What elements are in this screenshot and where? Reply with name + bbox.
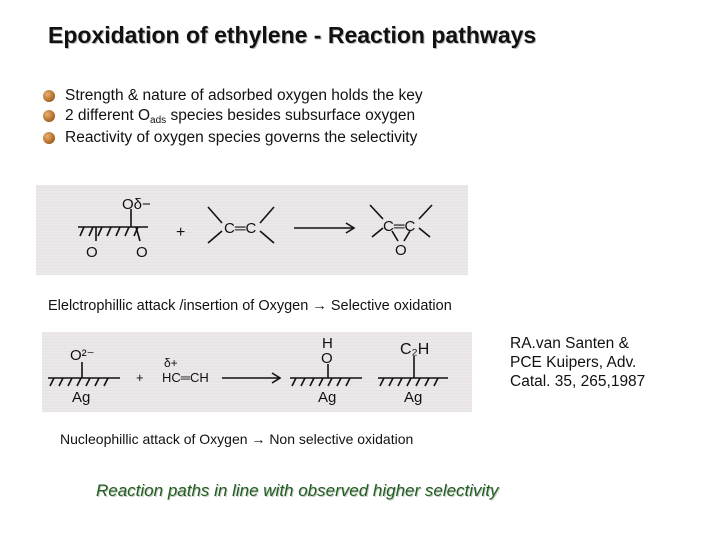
citation-line: RA.van Santen &	[510, 335, 629, 352]
citation	[510, 334, 700, 391]
o-label: O	[321, 350, 333, 367]
nucleophilic-scheme-drawing	[42, 332, 472, 412]
plus-sign: +	[136, 370, 144, 385]
o-delta-minus-label: Oδ−	[122, 196, 151, 213]
o2-minus-label: O²⁻	[70, 347, 95, 364]
bullet-text-end: species besides subsurface oxygen	[166, 107, 416, 124]
citation-line: PCE Kuipers, Adv.	[510, 354, 637, 371]
bullet-icon	[43, 132, 55, 144]
plus-sign: +	[176, 224, 186, 241]
ag-label-1: Ag	[72, 389, 91, 406]
bullet-item	[42, 86, 423, 106]
bullet-icon	[43, 110, 55, 122]
ag-label-2: Ag	[318, 389, 337, 406]
electrophilic-scheme-image	[36, 185, 468, 275]
bullet-text-start: 2 different O	[65, 107, 151, 124]
nucleophilic-scheme-image	[42, 332, 472, 412]
citation-line: Catal. 35, 265,1987	[510, 373, 646, 390]
conclusion-text: Reaction paths in line with observed higher selectivity	[96, 481, 499, 500]
h-label: H	[322, 335, 333, 352]
electrophilic-caption: Elelctrophillic attack /insertion of Oxygen → Selective oxidation	[48, 298, 452, 314]
ag-label-3: Ag	[404, 389, 423, 406]
bullet-text: Reactivity of oxygen species governs the selectivity	[65, 129, 418, 146]
alkyne-label: HC═CH	[162, 370, 209, 385]
bullet-icon	[43, 90, 55, 102]
o-left-label: O	[86, 244, 98, 261]
bullet-item	[42, 106, 423, 128]
bullet-list	[42, 86, 423, 148]
delta-plus-label: δ+	[164, 356, 178, 370]
bullet-text: Strength & nature of adsorbed oxygen holds the key	[65, 87, 423, 104]
c2h-label: C₂H	[400, 341, 430, 358]
bullet-item	[42, 128, 423, 148]
product-alkene-label: C═C	[383, 218, 416, 235]
epoxide-o-label: O	[395, 242, 407, 259]
page-title: Epoxidation of ethylene - Reaction pathways	[48, 22, 537, 48]
nucleophilic-caption: Nucleophillic attack of Oxygen → Non selective oxidation	[60, 431, 414, 447]
o-right-label: O	[136, 244, 148, 261]
ethylene-label: C═C	[224, 220, 257, 237]
electrophilic-scheme-drawing	[36, 185, 468, 275]
bullet-subscript: ads	[150, 115, 167, 126]
